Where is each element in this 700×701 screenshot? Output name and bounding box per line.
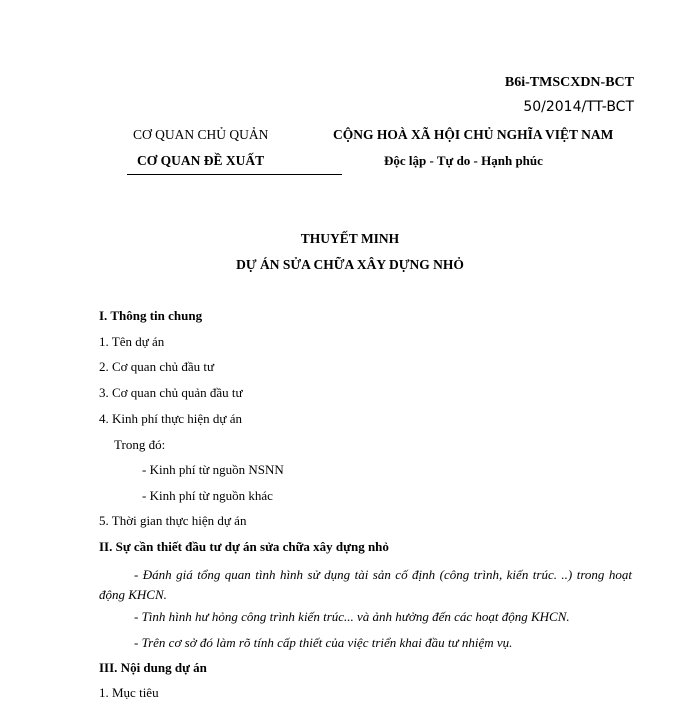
item-budget: 4. Kinh phí thực hiện dự án <box>99 411 242 426</box>
document-title: THUYẾT MINH <box>300 231 400 246</box>
item-investor: 2. Cơ quan chủ đầu tư <box>99 359 215 374</box>
circular-code: 50/2014/TT-BCT <box>523 99 634 115</box>
item-objective: 1. Mục tiêu <box>99 685 159 700</box>
necessity-bullet-3: - Trên cơ sở đó làm rõ tính cấp thiết của việc triển khai đầu tư nhiệm vụ. <box>134 635 513 650</box>
budget-other-source: - Kinh phí từ nguồn khác <box>142 488 273 503</box>
item-project-name: 1. Tên dự án <box>99 334 165 349</box>
item-duration: 5. Thời gian thực hiện dự án <box>99 513 247 528</box>
item-governing-investor: 3. Cơ quan chủ quản đầu tư <box>99 385 243 400</box>
governing-agency-label: CƠ QUAN CHỦ QUẢN <box>133 127 269 142</box>
agency-underline <box>127 174 342 175</box>
budget-state-source: - Kinh phí từ nguồn NSNN <box>142 462 284 477</box>
necessity-bullet-1: - Đánh giá tổng quan tình hình sử dụng tài sản cố định (công trình, kiến trúc. ..) trong hoạt động KHCN. <box>99 567 632 602</box>
section-1-heading: I. Thông tin chung <box>99 308 203 323</box>
section-3-heading: III. Nội dung dự án <box>99 660 207 675</box>
necessity-bullet-2: - Tình hình hư hỏng công trình kiến trúc... và ảnh hưởng đến các hoạt động KHCN. <box>134 609 570 624</box>
document-subtitle: DỰ ÁN SỬA CHỮA XÂY DỰNG NHỎ <box>236 257 464 272</box>
national-motto: Độc lập - Tự do - Hạnh phúc <box>384 153 543 168</box>
national-title: CỘNG HOÀ XÃ HỘI CHỦ NGHĨA VIỆT NAM <box>333 127 614 142</box>
section-2-heading: II. Sự cần thiết đầu tư dự án sửa chữa xây dựng nhỏ <box>99 539 389 554</box>
in-which-label: Trong đó: <box>114 437 166 452</box>
proposing-agency-label: CƠ QUAN ĐỀ XUẤT <box>137 153 265 168</box>
form-code: B6i-TMSCXDN-BCT <box>504 75 634 90</box>
